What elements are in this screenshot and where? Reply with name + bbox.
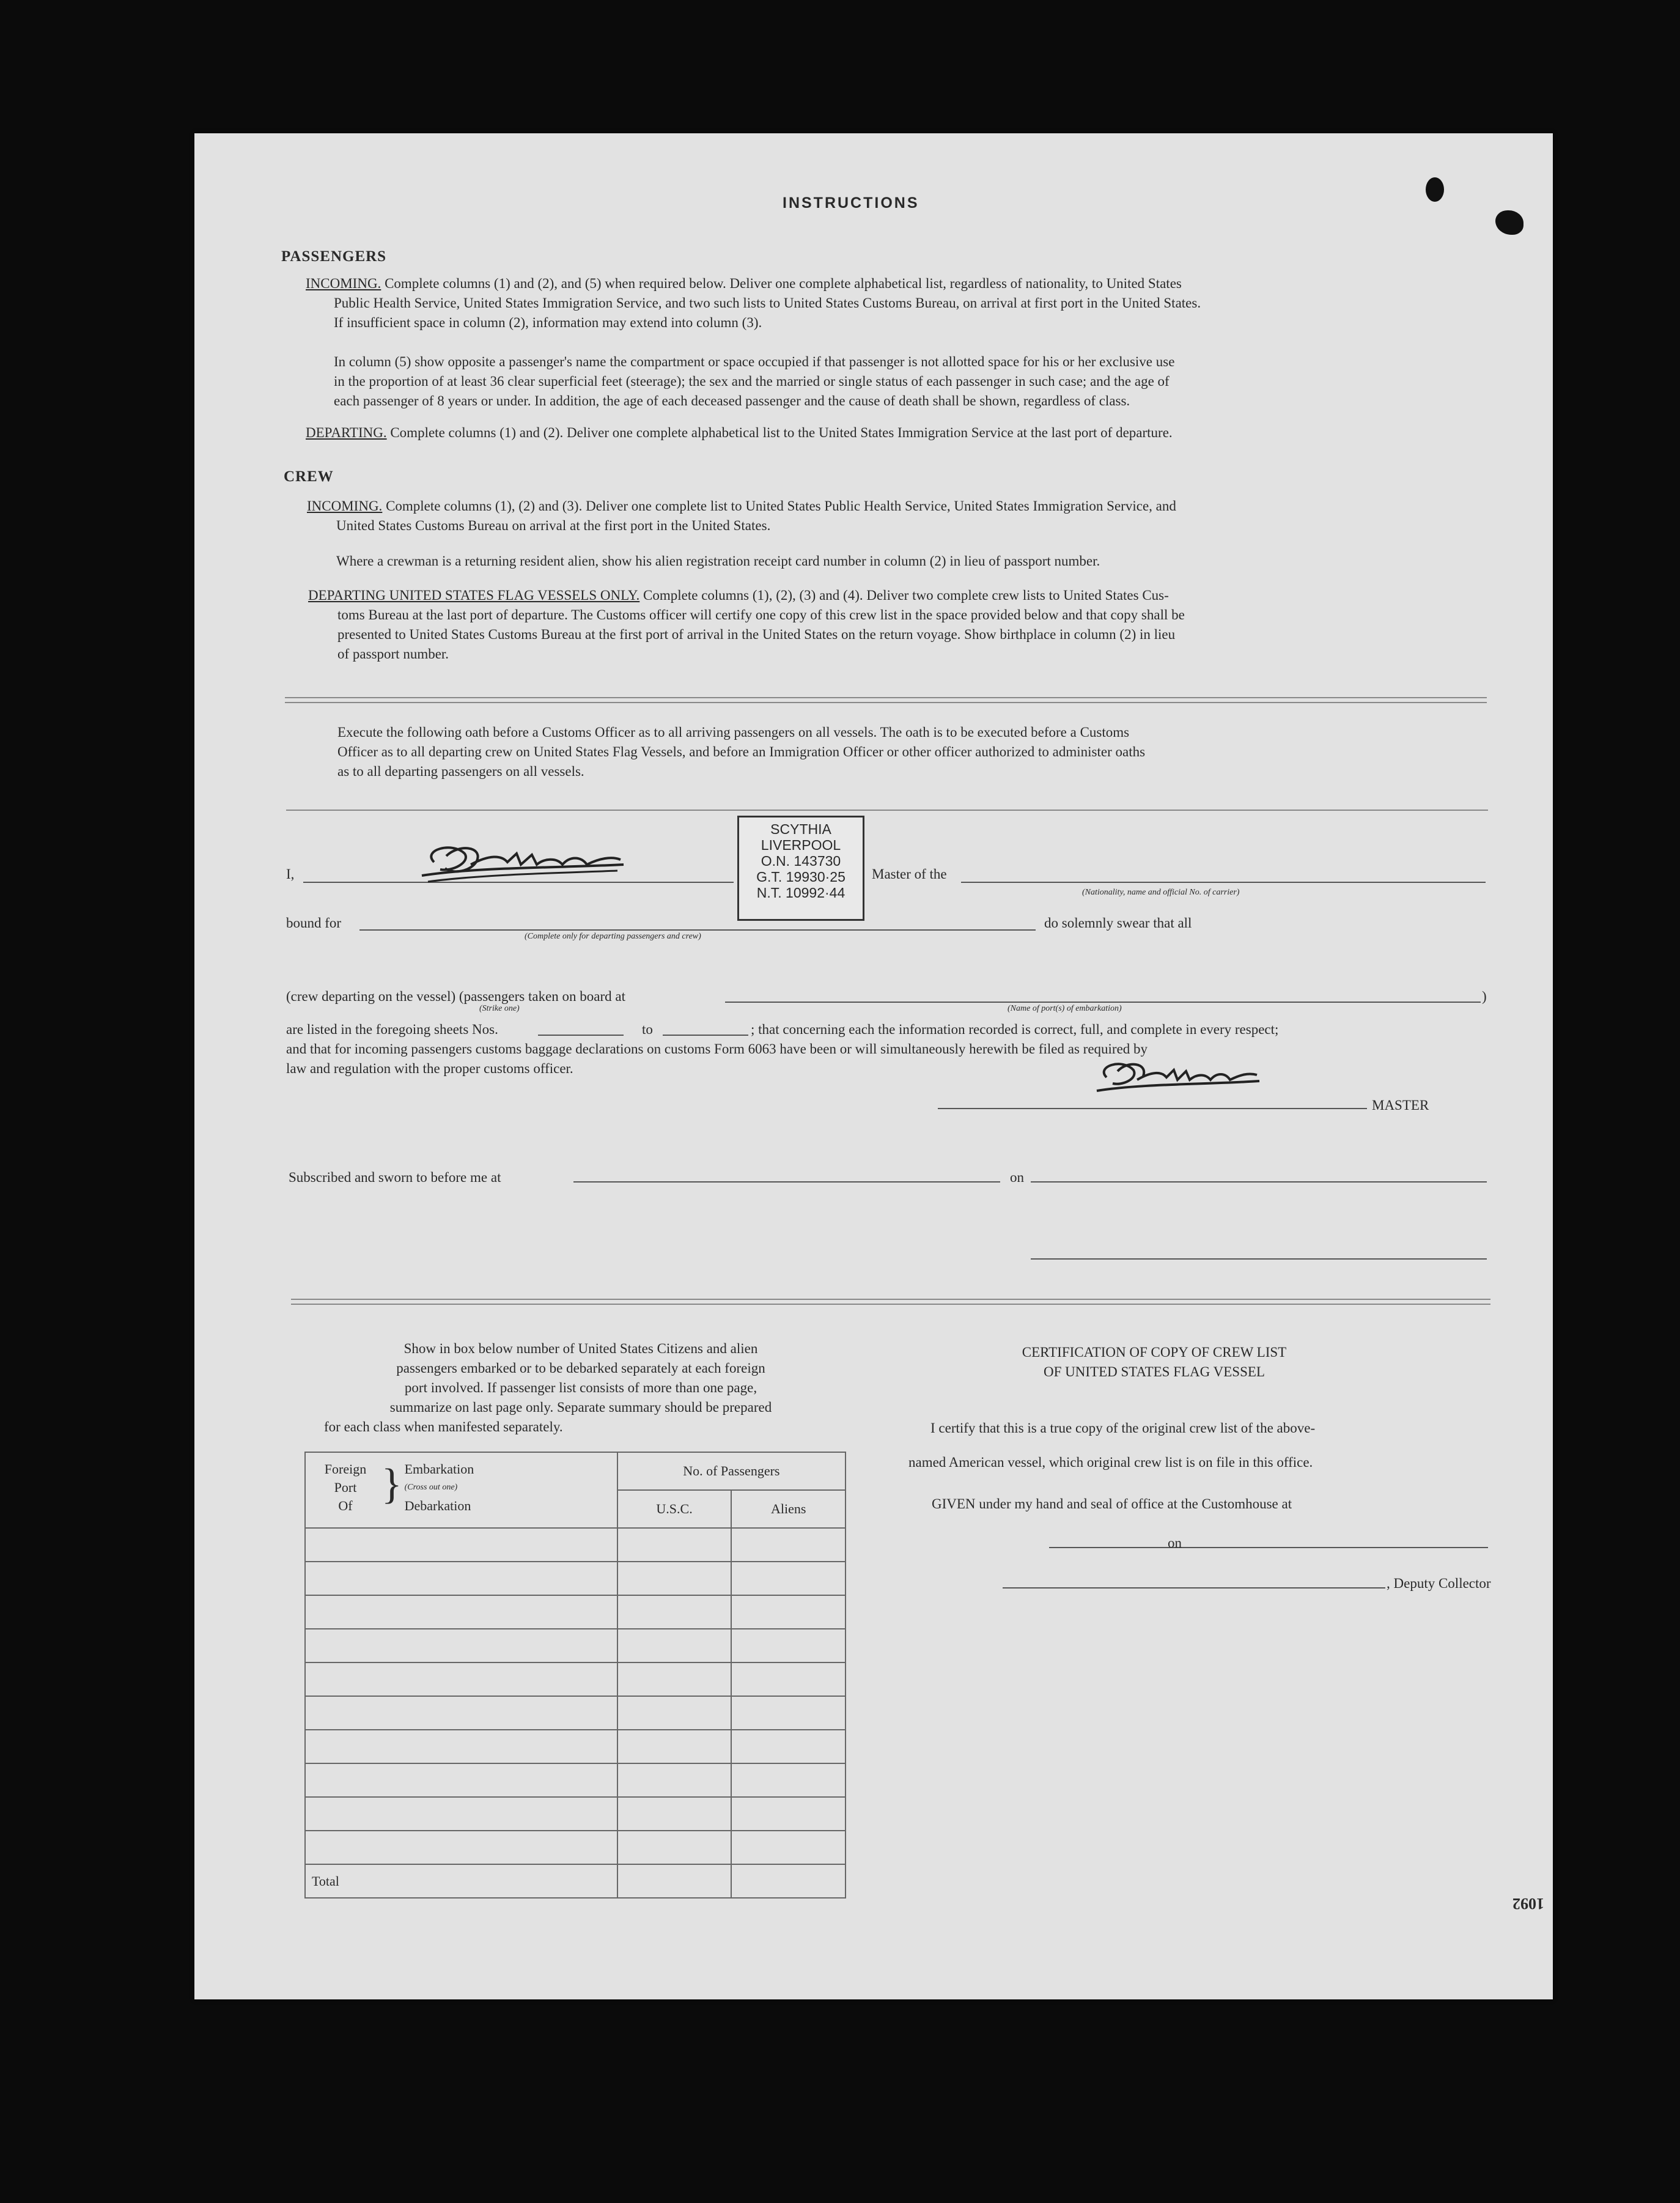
oath-sheets-2: ; that concerning each the information recorded is correct, full, and complete in every respect; — [751, 1022, 1279, 1037]
section-divider — [291, 1304, 1490, 1305]
summary-text-3: port involved. If passenger list consists of more than one page, — [404, 1380, 757, 1395]
oath-swear: do solemnly swear that all — [1044, 915, 1192, 931]
oath-intro-1: Execute the following oath before a Customs Officer as to all arriving passengers on all vessels. The oath is to be executed before a Customs — [337, 725, 1130, 740]
table-cell[interactable] — [731, 1797, 846, 1831]
section-divider — [291, 1299, 1490, 1300]
master-signature-field[interactable] — [938, 1108, 1367, 1109]
table-cell[interactable] — [305, 1595, 617, 1629]
passengers-header-cell: No. of Passengers — [617, 1452, 846, 1490]
bound-for-field[interactable] — [359, 929, 1036, 931]
crew-incoming-paragraph — [307, 496, 1505, 515]
table-row — [305, 1831, 846, 1864]
vessel-stamp — [737, 816, 864, 921]
ink-blot — [1426, 177, 1444, 202]
table-cell[interactable] — [731, 1528, 846, 1562]
summary-text-5: for each class when manifested separately. — [324, 1419, 563, 1434]
section-divider — [285, 702, 1487, 703]
passengers-incoming-text-1: Complete columns (1) and (2), and (5) when required below. Deliver one complete alphabetical list, regardless of nationality, to United States — [385, 276, 1182, 291]
total-label-cell: Total — [305, 1864, 617, 1898]
table-cell[interactable] — [305, 1763, 617, 1797]
cert-date-field[interactable] — [1195, 1547, 1488, 1548]
sworn-date-field[interactable] — [1031, 1181, 1487, 1183]
table-cell[interactable] — [617, 1763, 732, 1797]
table-cell[interactable] — [617, 1562, 732, 1595]
sheet-to-field[interactable] — [663, 1035, 748, 1036]
nationality-note: (Nationality, name and official No. of carrier) — [1082, 888, 1240, 897]
col-of: Of — [338, 1498, 353, 1513]
certification-heading-2: OF UNITED STATES FLAG VESSEL — [1044, 1364, 1265, 1379]
table-row — [305, 1629, 846, 1662]
master-label: MASTER — [1372, 1098, 1429, 1113]
passengers-departing-label: DEPARTING. — [306, 425, 387, 440]
passengers-incoming-paragraph — [306, 274, 1504, 293]
section-divider — [286, 810, 1488, 811]
table-row — [305, 1528, 846, 1562]
sworn-place-field[interactable] — [573, 1181, 1000, 1183]
crew-departing-text-3: presented to United States Customs Bureau at the first port of arrival in the United States on the return voyage. Show birthplace in column (2) in lieu — [337, 627, 1176, 642]
table-cell[interactable] — [617, 1696, 732, 1730]
table-cell[interactable] — [305, 1629, 617, 1662]
table-row — [305, 1662, 846, 1696]
master-signature-2-icon — [1088, 1053, 1266, 1099]
deputy-collector-field[interactable] — [1003, 1587, 1385, 1589]
certification-text-2: named American vessel, which original crew list is on file in this office. — [908, 1455, 1313, 1470]
passengers-col5-text-3: each passenger of 8 years or under. In addition, the age of each deceased passenger and the cause of death shall be shown, regardless of class. — [334, 393, 1130, 408]
table-cell[interactable] — [731, 1629, 846, 1662]
table-cell[interactable] — [731, 1595, 846, 1629]
margin-number: 1092 — [1512, 1895, 1544, 1913]
summary-text-1: Show in box below number of United States Citizens and alien — [403, 1341, 758, 1356]
sheet-from-field[interactable] — [538, 1035, 624, 1036]
total-usc-cell[interactable] — [617, 1864, 732, 1898]
oath-sheets-to: to — [642, 1022, 653, 1037]
passengers-incoming-label: INCOMING. — [306, 276, 381, 291]
passengers-incoming-text-3: If insufficient space in column (2), information may extend into column (3). — [334, 315, 762, 330]
crew-departing-text-2: toms Bureau at the last port of departure. The Customs officer will certify one copy of this crew list in the space provided below and that copy shall be — [337, 607, 1185, 622]
col-cross-note: (Cross out one) — [404, 1483, 458, 1492]
crew-incoming-label: INCOMING. — [307, 498, 383, 514]
table-cell[interactable] — [617, 1730, 732, 1763]
brace-icon: } — [381, 1461, 402, 1508]
oath-sheets-4: law and regulation with the proper customs officer. — [286, 1061, 573, 1076]
table-cell[interactable] — [731, 1562, 846, 1595]
passengers-incoming-text-2: Public Health Service, United States Immigration Service, and two such lists to United States Customs Bureau, on arrival at first port in the United States. — [334, 295, 1201, 311]
aliens-header-cell: Aliens — [731, 1490, 846, 1528]
stamp-net-tonnage: N.T. 10992·44 — [756, 885, 846, 901]
table-cell[interactable] — [305, 1831, 617, 1864]
table-cell[interactable] — [305, 1696, 617, 1730]
certification-heading-1: CERTIFICATION OF COPY OF CREW LIST — [1022, 1345, 1287, 1360]
summary-text-2: passengers embarked or to be debarked separately at each foreign — [396, 1360, 765, 1376]
ports-note: (Name of port(s) of embarkation) — [1008, 1004, 1122, 1013]
table-cell[interactable] — [617, 1797, 732, 1831]
table-cell[interactable] — [731, 1662, 846, 1696]
table-cell[interactable] — [617, 1595, 732, 1629]
total-row — [305, 1864, 846, 1898]
col-embarkation: Embarkation — [404, 1461, 474, 1477]
passengers-col5-text-1: In column (5) show opposite a passenger's name the compartment or space occupied if that passenger is not allotted space for his or her exclusive use — [334, 354, 1175, 369]
passengers-heading: PASSENGERS — [281, 248, 387, 265]
crew-incoming-text-1: Complete columns (1), (2) and (3). Deliver one complete list to United States Public Health Service, United States Immigration Service, and — [386, 498, 1176, 514]
table-cell[interactable] — [305, 1528, 617, 1562]
table-cell[interactable] — [617, 1831, 732, 1864]
col-foreign: Foreign — [324, 1461, 367, 1477]
sworn-on-label: on — [1010, 1170, 1024, 1185]
embarkation-ports-field[interactable] — [725, 1002, 1481, 1003]
passenger-summary-table — [304, 1452, 846, 1899]
crew-departing-text-4: of passport number. — [337, 646, 449, 662]
oath-bound-for: bound for — [286, 915, 342, 931]
oath-sheets-1: are listed in the foregoing sheets Nos. — [286, 1022, 498, 1037]
oath-sheets-3: and that for incoming passengers customs baggage declarations on customs Form 6063 have been or will simultaneously herewith be filed as required by — [286, 1041, 1148, 1057]
table-row — [305, 1696, 846, 1730]
table-cell[interactable] — [305, 1730, 617, 1763]
table-row — [305, 1595, 846, 1629]
oath-crew-departing: (crew departing on the vessel) (passengers taken on board at — [286, 989, 625, 1004]
passengers-col5-text-2: in the proportion of at least 36 clear superficial feet (steerage); the sex and the married or single status of each passenger in such case; and the age of — [334, 374, 1170, 389]
section-divider — [285, 697, 1487, 698]
table-cell[interactable] — [731, 1696, 846, 1730]
document-title: INSTRUCTIONS — [783, 194, 919, 212]
crew-departing-text-1: Complete columns (1), (2), (3) and (4). Deliver two complete crew lists to United States Cus- — [643, 588, 1169, 603]
table-cell[interactable] — [617, 1528, 732, 1562]
document-sheet — [194, 133, 1553, 1999]
deputy-collector-label: , Deputy Collector — [1387, 1576, 1491, 1591]
table-cell[interactable] — [617, 1629, 732, 1662]
total-aliens-cell[interactable] — [731, 1864, 846, 1898]
table-cell[interactable] — [731, 1763, 846, 1797]
crew-resident-text: Where a crewman is a returning resident alien, show his alien registration receipt card number in column (2) in lieu of passport number. — [336, 553, 1100, 569]
oath-i-label: I, — [286, 866, 295, 882]
table-cell[interactable] — [305, 1662, 617, 1696]
certification-text-1: I certify that this is a true copy of the original crew list of the above- — [930, 1420, 1316, 1436]
subscribed-label: Subscribed and sworn to before me at — [289, 1170, 501, 1185]
crew-heading: CREW — [284, 468, 334, 485]
oath-intro-2: Officer as to all departing crew on United States Flag Vessels, and before an Immigration Officer or other officer authorized to administer oaths — [337, 744, 1146, 759]
master-signature-icon — [410, 838, 636, 887]
oath-master-of: Master of the — [872, 866, 947, 882]
stamp-vessel-name: SCYTHIA — [770, 821, 831, 837]
officer-signature-field[interactable] — [1031, 1258, 1487, 1260]
stamp-port: LIVERPOOL — [761, 837, 841, 853]
oath-intro-3: as to all departing passengers on all vessels. — [337, 764, 584, 779]
table-row — [305, 1562, 846, 1595]
table-cell[interactable] — [305, 1797, 617, 1831]
table-cell[interactable] — [731, 1730, 846, 1763]
crew-incoming-text-2: United States Customs Bureau on arrival at the first port in the United States. — [336, 518, 771, 533]
col-debarkation: Debarkation — [404, 1498, 471, 1513]
table-row — [305, 1763, 846, 1797]
crew-departing-paragraph — [308, 586, 1506, 605]
stamp-official-number: O.N. 143730 — [761, 853, 841, 869]
table-cell[interactable] — [305, 1562, 617, 1595]
bound-note: (Complete only for departing passengers and crew) — [525, 932, 701, 941]
certification-on-label: on — [1168, 1535, 1182, 1551]
passengers-departing-text: Complete columns (1) and (2). Deliver one complete alphabetical list to the United States Immigration Service at the last port of departure. — [390, 425, 1173, 440]
usc-header-cell: U.S.C. — [617, 1490, 732, 1528]
summary-text-4: summarize on last page only. Separate summary should be prepared — [389, 1400, 772, 1415]
passengers-departing-paragraph — [306, 423, 1504, 442]
table-row — [305, 1730, 846, 1763]
stamp-gross-tonnage: G.T. 19930·25 — [756, 869, 846, 885]
table-row — [305, 1797, 846, 1831]
table-cell[interactable] — [731, 1831, 846, 1864]
carrier-field[interactable] — [961, 882, 1486, 883]
ink-blot — [1495, 210, 1523, 235]
col-port: Port — [334, 1480, 357, 1495]
strike-one-note: (Strike one) — [479, 1004, 520, 1013]
oath-close-paren: ) — [1482, 989, 1487, 1004]
port-header-cell — [305, 1452, 617, 1528]
table-header-row — [305, 1452, 846, 1490]
certification-given: GIVEN under my hand and seal of office at the Customhouse at — [932, 1496, 1292, 1511]
table-cell[interactable] — [617, 1662, 732, 1696]
crew-departing-label: DEPARTING UNITED STATES FLAG VESSELS ONLY. — [308, 588, 640, 603]
